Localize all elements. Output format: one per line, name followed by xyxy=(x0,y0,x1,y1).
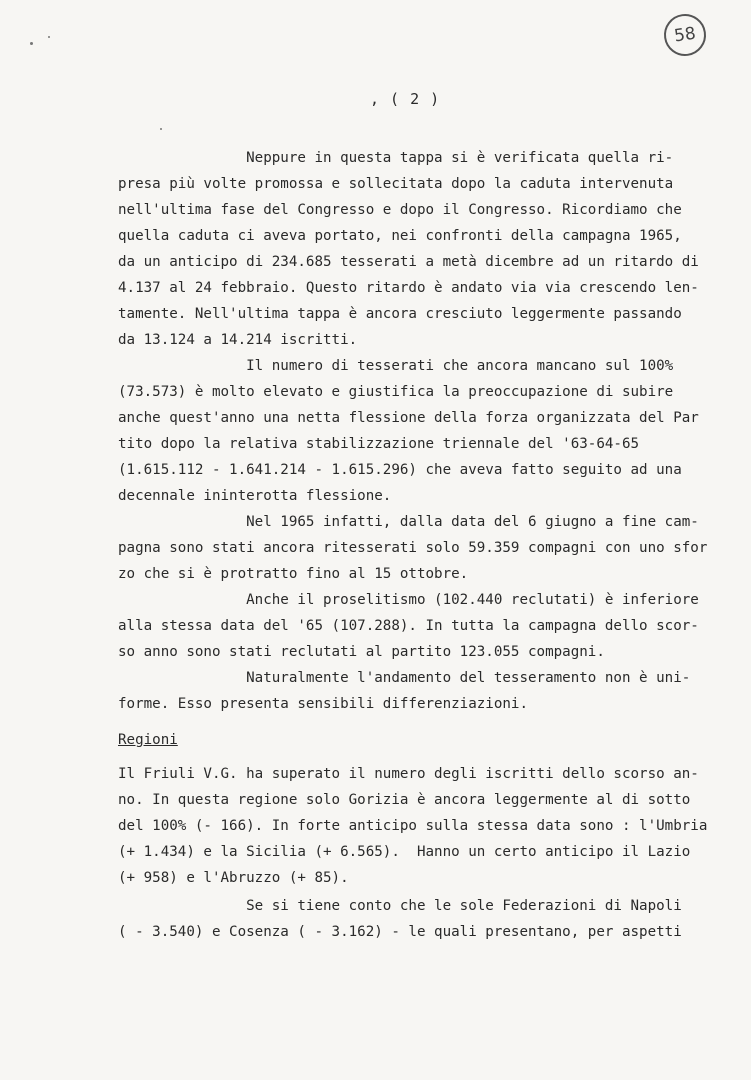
page-stamp: 58 xyxy=(661,11,708,58)
text-line: Naturalmente l'andamento del tesseramento non è uni- xyxy=(118,670,691,686)
text-line: (73.573) è molto elevato e giustifica la preoccupazione di subire xyxy=(118,384,674,400)
text-line: forme. Esso presenta sensibili differenziazioni. xyxy=(118,696,528,712)
text-line: Nel 1965 infatti, dalla data del 6 giugno a fine cam- xyxy=(118,514,699,530)
scan-speck xyxy=(48,36,50,38)
section-heading: Regioni xyxy=(118,732,178,748)
text-line: (1.615.112 - 1.641.214 - 1.615.296) che aveva fatto seguito ad una xyxy=(118,462,682,478)
text-line: Il numero di tesserati che ancora mancano sul 100% xyxy=(118,358,674,374)
text-line: Anche il proselitismo (102.440 reclutati) è inferiore xyxy=(118,592,699,608)
text-line: anche quest'anno una netta flessione della forza organizzata del Par xyxy=(118,410,699,426)
page-number: , ( 2 ) xyxy=(370,90,441,108)
text-line: no. In questa regione solo Gorizia è ancora leggermente al di sotto xyxy=(118,792,691,808)
text-line: alla stessa data del '65 (107.288). In tutta la campagna dello scor- xyxy=(118,618,699,634)
text-line: del 100% (- 166). In forte anticipo sulla stessa data sono : l'Umbria xyxy=(118,818,708,834)
text-line: zo che si è protratto fino al 15 ottobre. xyxy=(118,566,469,582)
text-line: so anno sono stati reclutati al partito 123.055 compagni. xyxy=(118,644,605,660)
text-line: (+ 958) e l'Abruzzo (+ 85). xyxy=(118,870,349,886)
text-line: presa più volte promossa e sollecitata dopo la caduta intervenuta xyxy=(118,176,674,192)
text-line: Il Friuli V.G. ha superato il numero degli iscritti dello scorso an- xyxy=(118,766,699,782)
text-line: da un anticipo di 234.685 tesserati a metà dicembre ad un ritardo di xyxy=(118,254,699,270)
scan-speck xyxy=(30,42,33,45)
text-line: quella caduta ci aveva portato, nei confronti della campagna 1965, xyxy=(118,228,682,244)
text-line: nell'ultima fase del Congresso e dopo il Congresso. Ricordiamo che xyxy=(118,202,682,218)
text-line: pagna sono stati ancora ritesserati solo 59.359 compagni con uno sfor xyxy=(118,540,708,556)
scan-speck xyxy=(160,128,162,130)
text-line: tamente. Nell'ultima tappa è ancora cresciuto leggermente passando xyxy=(118,306,682,322)
text-line: tito dopo la relativa stabilizzazione triennale del '63-64-65 xyxy=(118,436,640,452)
text-line: ( - 3.540) e Cosenza ( - 3.162) - le quali presentano, per aspetti xyxy=(118,924,682,940)
text-line: 4.137 al 24 febbraio. Questo ritardo è andato via via crescendo len- xyxy=(118,280,699,296)
text-line: da 13.124 a 14.214 iscritti. xyxy=(118,332,358,348)
text-line: (+ 1.434) e la Sicilia (+ 6.565). Hanno un certo anticipo il Lazio xyxy=(118,844,691,860)
text-line: decennale ininterotta flessione. xyxy=(118,488,392,504)
text-line: Neppure in questa tappa si è verificata quella ri- xyxy=(118,150,674,166)
text-line: Se si tiene conto che le sole Federazioni di Napoli xyxy=(118,898,682,914)
